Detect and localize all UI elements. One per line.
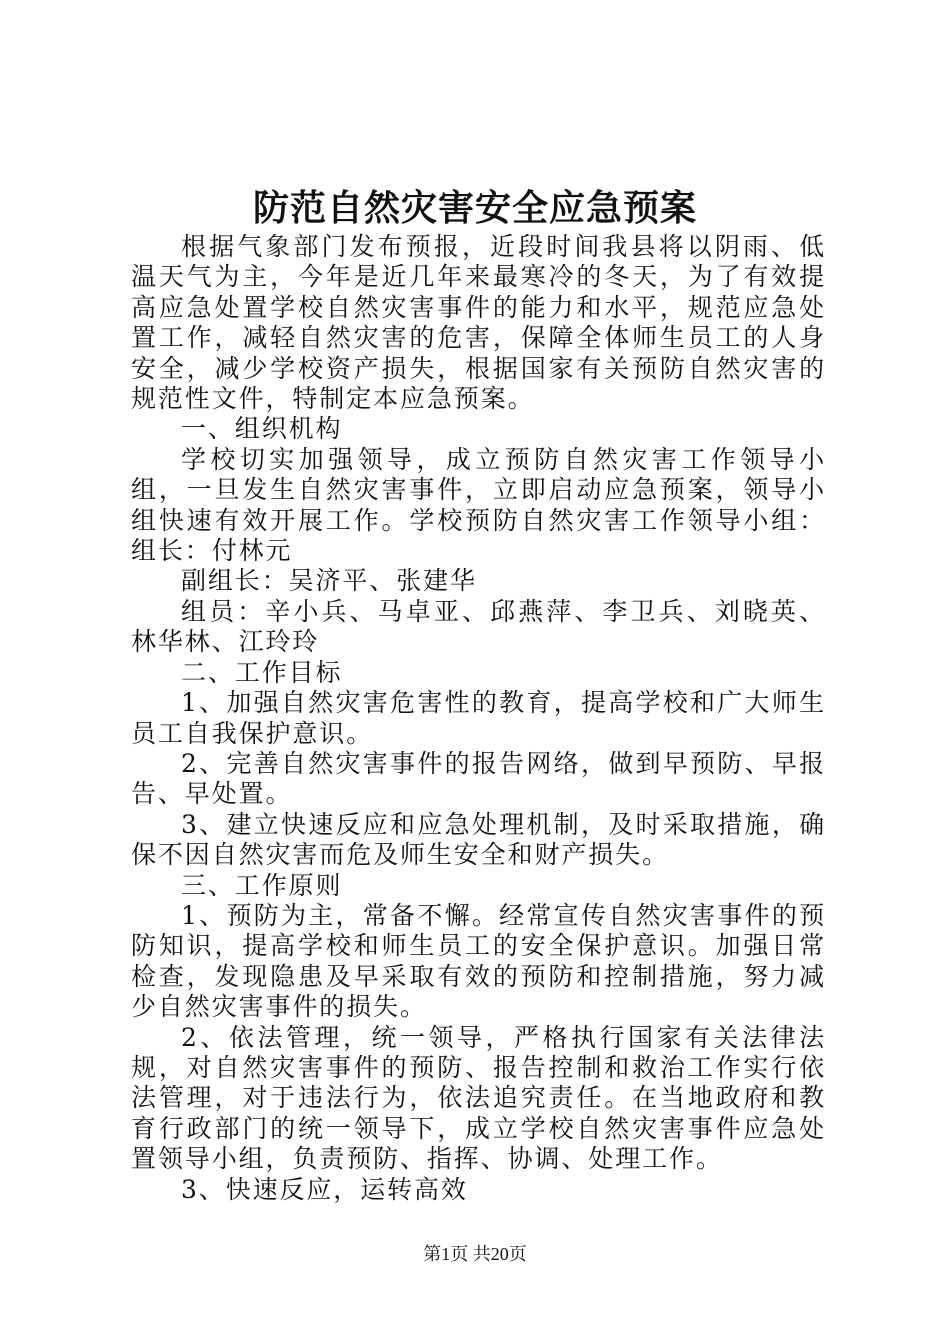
goal-item-3: 3、建立快速反应和应急处理机制，及时采取措施，确保不因自然灾害而危及师生安全和财产损失。 xyxy=(131,809,826,870)
page-footer: 第1页 共20页 xyxy=(423,1244,527,1264)
principle-item-1: 1、预防为主，常备不懈。经常宣传自然灾害事件的预防知识，提高学校和师生员工的安全保护意识。加强日常检查，发现隐患及早采取有效的预防和控制措施，努力减少自然灾害事件的损失。 xyxy=(131,900,826,1022)
members-line: 组员：辛小兵、马卓亚、邱燕萍、李卫兵、刘晓英、林华林、江玲玲 xyxy=(131,596,826,657)
principle-item-2: 2、依法管理，统一领导，严格执行国家有关法律法规，对自然灾害事件的预防、报告控制和救治工作实行依法管理，对于违法行为，依法追究责任。在当地政府和教育行政部门的统一领导下，成立学校自然灾害事件应急处置领导小组，负责预防、指挥、协调、处理工作。 xyxy=(131,1022,826,1174)
goal-item-2: 2、完善自然灾害事件的报告网络，做到早预防、早报告、早处置。 xyxy=(131,748,826,809)
section-heading-goals: 二、工作目标 xyxy=(181,657,343,687)
document-body xyxy=(131,232,826,1205)
organization-paragraph: 学校切实加强领导，成立预防自然灾害工作领导小组，一旦发生自然灾害事件，立即启动应急预案，领导小组快速有效开展工作。学校预防自然灾害工作领导小组：组长：付林元 xyxy=(131,444,826,566)
principle-item-3: 3、快速反应，运转高效 xyxy=(181,1174,468,1204)
document-title: 防范自然灾害安全应急预案 xyxy=(252,187,697,229)
section-heading-principles: 三、工作原则 xyxy=(181,870,343,900)
deputy-leaders-line: 副组长：吴济平、张建华 xyxy=(181,566,477,596)
intro-paragraph: 根据气象部门发布预报，近段时间我县将以阴雨、低温天气为主，今年是近几年来最寒冷的冬天，为了有效提高应急处置学校自然灾害事件的能力和水平，规范应急处置工作，减轻自然灾害的危害，保障全体师生员工的人身安全，减少学校资产损失，根据国家有关预防自然灾害的规范性文件，特制定本应急预案。 xyxy=(131,232,826,414)
goal-item-1: 1、加强自然灾害危害性的教育，提高学校和广大师生员工自我保护意识。 xyxy=(131,688,826,748)
section-heading-organization: 一、组织机构 xyxy=(181,414,343,444)
